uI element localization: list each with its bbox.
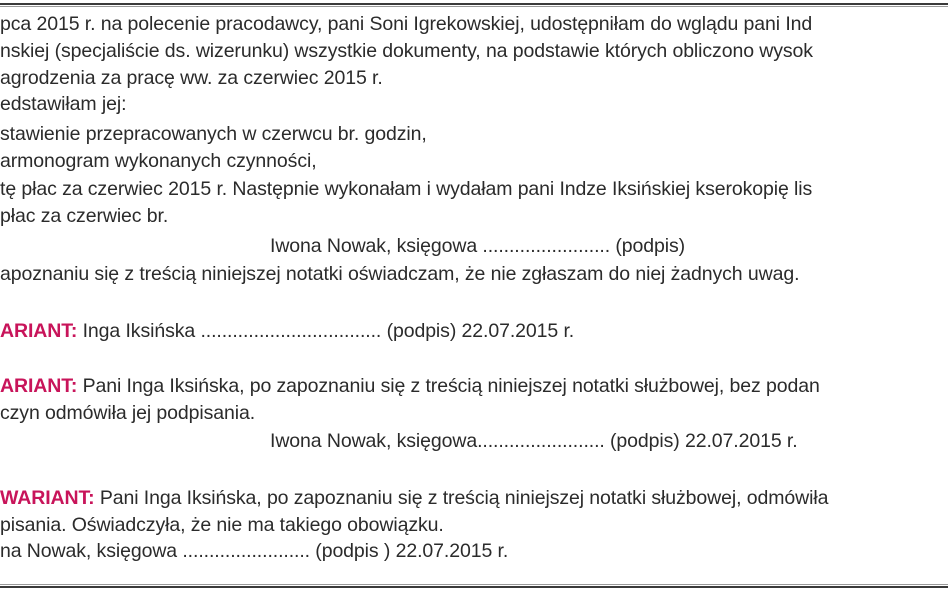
variant-3-label: WARIANT: xyxy=(0,487,95,509)
variant-2-text: Pani Inga Iksińska, po zapoznaniu się z treścią niniejszej notatki służbowej, bez podan xyxy=(77,375,820,397)
bottom-border-light xyxy=(0,584,948,585)
top-border-light xyxy=(0,6,948,7)
variant-3-text: Pani Inga Iksińska, po zapoznaniu się z treścią niniejszej notatki służbowej, odmówiła xyxy=(94,487,829,509)
variant-1 xyxy=(0,319,574,343)
list-item-hours: stawienie przepracowanych w czerwcu br. godzin, xyxy=(0,123,427,145)
top-border-dark xyxy=(0,3,948,5)
text-line-2: nskiej (specjaliście ds. wizerunku) wszystkie dokumenty, na podstawie których obliczono wysok xyxy=(0,40,813,62)
signature-accountant-2: Iwona Nowak, księgowa........................ (podpis) 22.07.2015 r. xyxy=(270,430,798,452)
variant-3 xyxy=(0,486,828,510)
signature-accountant-1: Iwona Nowak, księgowa ........................ (podpis) xyxy=(270,235,685,257)
variant-3-line-2: pisania. Oświadczyła, że nie ma takiego obowiązku. xyxy=(0,514,444,536)
text-line-3: agrodzenia za pracę ww. za czerwiec 2015 r. xyxy=(0,67,383,89)
variant-2 xyxy=(0,374,820,398)
list-item-payroll-cont: płac za czerwiec br. xyxy=(0,205,169,227)
variant-1-text: Inga Iksińska .................................. (podpis) 22.07.2015 r. xyxy=(77,320,575,342)
list-item-schedule: armonogram wykonanych czynności, xyxy=(0,150,317,172)
list-item-payroll: tę płac za czerwiec 2015 r. Następnie wykonałam i wydałam pani Indze Iksińskiej kserokopię lis xyxy=(0,178,813,200)
variant-2-line-2: czyn odmówiła jej podpisania. xyxy=(0,402,256,424)
variant-1-label: ARIANT: xyxy=(0,320,78,342)
variant-2-label: ARIANT: xyxy=(0,375,78,397)
bottom-border-dark xyxy=(0,586,948,588)
text-line-1: pca 2015 r. na polecenie pracodawcy, pani Soni Igrekowskiej, udostępniłam do wglądu pani Ind xyxy=(0,13,813,35)
text-line-4: edstawiłam jej: xyxy=(0,93,127,115)
signature-accountant-3: na Nowak, księgowa ........................ (podpis ) 22.07.2015 r. xyxy=(0,540,509,562)
acknowledgement-statement: apoznaniu się z treścią niniejszej notatki oświadczam, że nie zgłaszam do niej żadnych uwag. xyxy=(0,263,800,285)
